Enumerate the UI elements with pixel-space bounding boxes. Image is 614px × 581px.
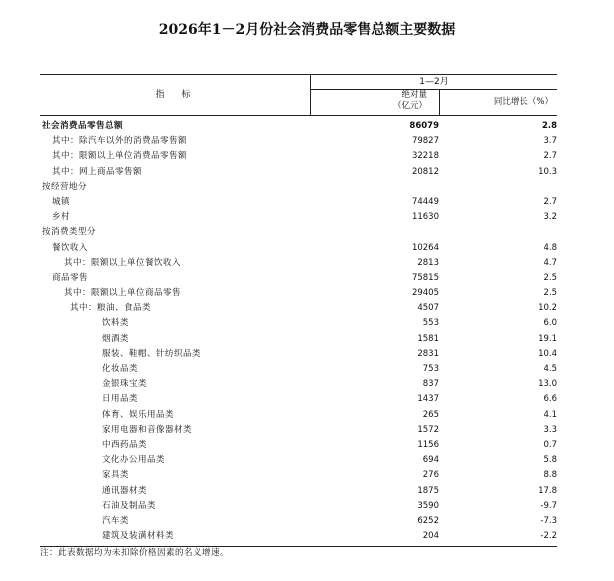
row-value: 3590 <box>417 500 439 511</box>
row-growth: -9.7 <box>540 500 557 511</box>
footnote: 注：此表数据均为未扣除价格因素的名义增速。 <box>40 548 230 558</box>
row-growth: -7.3 <box>540 515 557 526</box>
table-row <box>40 286 557 301</box>
row-label: 其中：限额以上单位消费品零售额 <box>52 151 188 162</box>
row-label: 按经营地分 <box>42 181 88 192</box>
row-label: 按消费类型分 <box>42 227 97 238</box>
row-label: 烟酒类 <box>102 333 130 344</box>
table-body <box>40 116 557 547</box>
row-label: 日用品类 <box>102 394 139 405</box>
row-value: 86079 <box>409 121 439 131</box>
row-growth: 10.3 <box>538 166 557 177</box>
table-row <box>40 271 557 286</box>
row-value: 1581 <box>417 333 439 344</box>
row-label: 文化办公用品类 <box>102 455 166 466</box>
row-growth: 13.0 <box>538 379 557 390</box>
row-value: 74449 <box>411 196 439 207</box>
header-growth: 同比增长（%） <box>493 97 553 107</box>
row-value: 2831 <box>417 348 439 359</box>
row-value: 753 <box>422 364 439 374</box>
table-row <box>40 316 557 331</box>
table-row <box>40 529 557 544</box>
table-row <box>40 149 557 164</box>
table-row <box>40 362 557 377</box>
row-label: 体育、娱乐用品类 <box>102 409 175 420</box>
row-growth: 10.4 <box>538 348 557 359</box>
row-label: 商品零售 <box>52 272 89 283</box>
row-label: 服装、鞋帽、针纺织品类 <box>102 348 202 359</box>
table-row <box>40 241 557 256</box>
row-growth: 4.1 <box>543 409 557 420</box>
row-value: 10264 <box>411 242 439 253</box>
row-growth: 2.7 <box>543 151 557 162</box>
header-absolute-label: 绝对量 <box>401 90 427 100</box>
header-absolute-unit: （亿元） <box>392 101 427 111</box>
row-value: 11630 <box>411 212 439 223</box>
row-growth: 19.1 <box>538 333 557 344</box>
table-row <box>40 468 557 483</box>
table-row <box>40 347 557 362</box>
row-label: 家用电器和音像器材类 <box>102 424 193 435</box>
data-table <box>40 74 557 547</box>
table-row <box>40 332 557 347</box>
row-value: 265 <box>422 409 439 420</box>
table-row <box>40 377 557 392</box>
row-label: 社会消费品零售总额 <box>42 121 124 131</box>
row-growth: 3.2 <box>543 212 557 223</box>
row-label: 石油及制品类 <box>102 500 157 511</box>
row-value: 694 <box>422 455 439 466</box>
row-label: 其中：限额以上单位餐饮收入 <box>64 257 182 268</box>
row-growth: 3.7 <box>543 136 557 147</box>
row-growth: 6.0 <box>543 318 557 329</box>
row-value: 6252 <box>417 515 439 526</box>
table-row <box>40 119 557 134</box>
table-row <box>40 499 557 514</box>
row-label: 其中：除汽车以外的消费品零售额 <box>52 136 188 147</box>
row-value: 204 <box>422 531 439 542</box>
header-absolute <box>311 90 439 112</box>
table-header <box>40 74 557 116</box>
row-growth: 2.8 <box>541 121 557 131</box>
row-growth: 2.7 <box>543 196 557 207</box>
row-label: 城镇 <box>52 196 71 207</box>
table-row <box>40 423 557 438</box>
header-period: 1—2月 <box>311 75 557 90</box>
row-growth: 10.2 <box>538 303 557 314</box>
row-label: 中西药品类 <box>102 439 148 450</box>
row-value: 837 <box>422 379 439 390</box>
table-row <box>40 195 557 210</box>
row-label: 通讯器材类 <box>102 485 148 496</box>
row-growth: 17.8 <box>538 485 557 496</box>
row-label: 餐饮收入 <box>52 242 89 253</box>
row-label: 建筑及装潢材料类 <box>102 531 175 542</box>
row-growth: 2.5 <box>543 272 557 283</box>
table-row <box>40 438 557 453</box>
row-growth: 5.8 <box>543 455 557 466</box>
table-row <box>40 165 557 180</box>
table-row <box>40 210 557 225</box>
row-value: 2813 <box>417 257 439 268</box>
row-label: 其中：限额以上单位商品零售 <box>64 288 182 299</box>
row-value: 79827 <box>411 136 439 147</box>
header-indicator: 指 标 <box>155 90 195 100</box>
row-value: 553 <box>422 318 439 329</box>
row-growth: 0.7 <box>543 439 557 450</box>
table-row <box>40 392 557 407</box>
table-row <box>40 301 557 316</box>
row-label: 家具类 <box>102 470 130 481</box>
row-label: 其中：网上商品零售额 <box>52 166 143 177</box>
row-value: 1572 <box>417 424 439 435</box>
table-row <box>40 514 557 529</box>
table-row <box>40 225 557 240</box>
row-value: 1875 <box>417 485 439 496</box>
row-value: 29405 <box>411 288 439 299</box>
row-growth: 6.6 <box>543 394 557 405</box>
row-growth: 2.5 <box>543 288 557 299</box>
table-row <box>40 134 557 149</box>
row-value: 32218 <box>411 151 439 162</box>
table-row <box>40 256 557 271</box>
row-growth: 4.8 <box>543 242 557 253</box>
row-value: 20812 <box>411 166 439 177</box>
row-label: 乡村 <box>52 212 71 223</box>
page-title: 2026年1－2月份社会消费品零售总额主要数据 <box>158 22 456 38</box>
row-label: 饮料类 <box>102 318 130 329</box>
row-label: 金银珠宝类 <box>102 379 148 390</box>
row-growth: 8.8 <box>543 470 557 481</box>
row-label: 化妆品类 <box>102 364 139 374</box>
row-label: 汽车类 <box>102 515 130 526</box>
row-label: 其中：粮油、食品类 <box>70 303 152 314</box>
row-growth: -2.2 <box>540 531 557 542</box>
table-row <box>40 484 557 499</box>
row-value: 75815 <box>411 272 439 283</box>
table-row <box>40 180 557 195</box>
row-growth: 3.3 <box>543 424 557 435</box>
table-row <box>40 408 557 423</box>
row-value: 1156 <box>417 439 439 450</box>
row-value: 1437 <box>417 394 439 405</box>
table-row <box>40 453 557 468</box>
row-growth: 4.7 <box>543 257 557 268</box>
row-growth: 4.5 <box>543 364 557 374</box>
row-value: 276 <box>422 470 439 481</box>
row-value: 4507 <box>417 303 439 314</box>
